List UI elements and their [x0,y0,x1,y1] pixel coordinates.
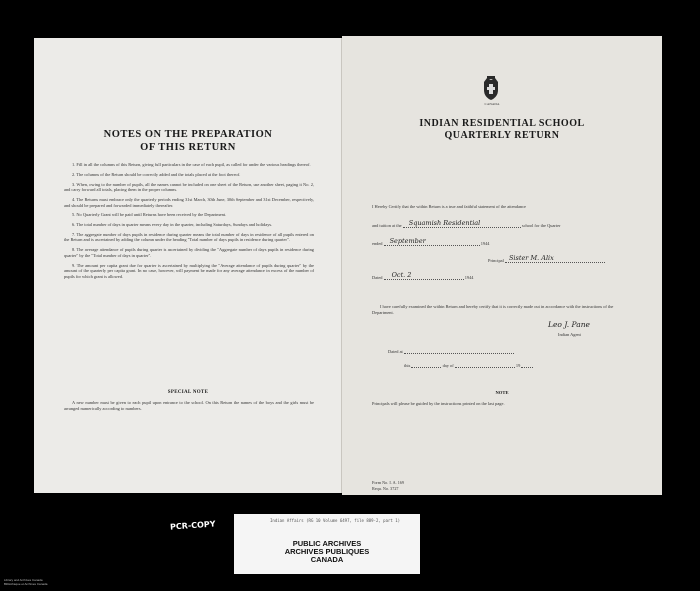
day-of-label: day of [442,363,454,368]
return-title-line1: INDIAN RESIDENTIAL SCHOOL [419,118,585,129]
note-paragraph: 2. The columns of the Return should be correctly added and the totals placed at the foot thereof. [72,171,241,177]
archive-line2: ARCHIVES PUBLIQUES [284,547,370,556]
canada-crest-icon [480,76,502,102]
day-field [411,362,441,368]
school-name-field [403,219,521,228]
left-page [34,38,342,493]
corner-credit-fr: Bibliothèque et Archives Canada [4,581,48,586]
examined-text: I have carefully examined the within Return and hereby certify that it is correctly made out in accordance with the instructions of the Department. [372,304,614,315]
right-page [342,36,662,495]
special-note-title: SPECIAL NOTE [167,390,209,395]
principal-line [488,254,605,263]
requisition-no: Requ. No. 3727 [372,485,399,491]
form-number [372,480,404,491]
ended-line [372,237,490,246]
note-paragraph: 3. When, owing to the number of pupils, all the names cannot be included on one sheet of the Return, use another sheet, paging it No. 2, and carry forward all totals, placing them in the proper columns. [64,181,314,193]
archive-line3: CANADA [310,555,344,564]
dated-year: 1944 [464,275,474,280]
note-paragraph: 8. The average attendance of pupils during quarter is ascertained by dividing the "Aggregate number of days pupils in residence during quarter" by the "Total number of days in quarter". [64,247,314,258]
month-field [455,362,515,368]
this-day-line [404,362,533,368]
corner-credit [4,579,47,586]
ended-month-field [384,237,480,246]
principal-signature-field [505,254,605,263]
archive-line1: PUBLIC ARCHIVES [292,539,362,548]
dated-handwriting: Oct. 2 [391,271,412,279]
archive-label [234,540,420,564]
note-paragraph: 1. Fill in all the columns of this Return, giving full particulars in the case of each pupil, as called for under the various headings thereof. [72,162,311,167]
return-title-line2: QUARTERLY RETURN [444,130,560,141]
ended-year: 1944 [480,241,490,246]
copy-stamp: PCR-COPY [169,519,216,532]
this-label: this [404,363,411,368]
notes-list [64,162,314,284]
tuition-line [372,219,561,228]
notes-title-line1: NOTES ON THE PREPARATION [103,129,273,140]
dated-at-line [388,348,514,354]
special-note-text: A new number must be given to each pupil upon entrance to the school. On this Return the names of the boys and the girls must be arranged numerically according to numbers. [64,400,314,411]
note-paragraph: 4. The Returns must embrace only the quarterly periods ending 31st March, 30th June, 30th September and 31st December, respectively, and should be prepared and forwarded immediately thereafter. [64,196,314,208]
note-paragraph: 7. The aggregate number of days pupils in residence during quarter means the total number of days in residence of all pupils entered on the Return and is ascertained by adding the column under the heading "Total number of days pupils in residence during quarter". [64,231,314,243]
dated-field [384,271,464,280]
principal-label: Principal [488,258,504,263]
dated-at-field [404,348,514,354]
dated-label: Dated [372,275,383,280]
year-prefix: 19 [515,363,521,368]
tuition-prefix: and tuition at the [372,223,402,228]
note-paragraph: 6. The total number of days in quarter means every day in the quarter, including Saturdays, Sundays and holidays. [72,222,273,228]
note-paragraph: 5. No Quarterly Grant will be paid until Returns have been received by the Department. [72,212,227,218]
form-no: Form No. I. A. 169 [372,480,404,485]
archive-reference: Indian Affairs (RG 10 Volume 6497, file 889-2, part 1) [270,518,401,523]
agent-label: Indian Agent [558,332,581,337]
certify-line: I Hereby Certify that the within Return is a true and faithful statement of the attendance [372,204,526,209]
ended-month-handwriting: September [389,237,426,245]
note-text: Principals will please be guided by the instructions printed on the last page. [372,401,505,406]
notes-title-line2: OF THIS RETURN [140,142,236,153]
crest-label: CANADA [484,102,500,106]
note-title: NOTE [495,390,509,395]
notes-title [34,128,342,154]
agent-signature: Leo J. Pane [548,320,590,329]
return-title [342,118,662,142]
principal-signature: Sister M. Alix [508,254,554,262]
school-name-handwriting: Squamish Residential [408,219,481,227]
tuition-suffix: school for the Quarter [521,223,561,228]
dated-line [372,271,474,280]
corner-credit-en: Library and Archives Canada [4,578,43,582]
note-paragraph: 9. The amount per capita grant due for quarter is ascertained by multiplying the "Average attendance of pupils during quarter" by the amount of the quarterly per capita grant. In no case, however, will payment be made for any average attendance in excess of the number of pupils for which grant is allowed. [64,262,314,279]
year-field [521,362,533,368]
dated-at-label: Dated at [388,349,403,354]
ended-prefix: ended [372,241,383,246]
